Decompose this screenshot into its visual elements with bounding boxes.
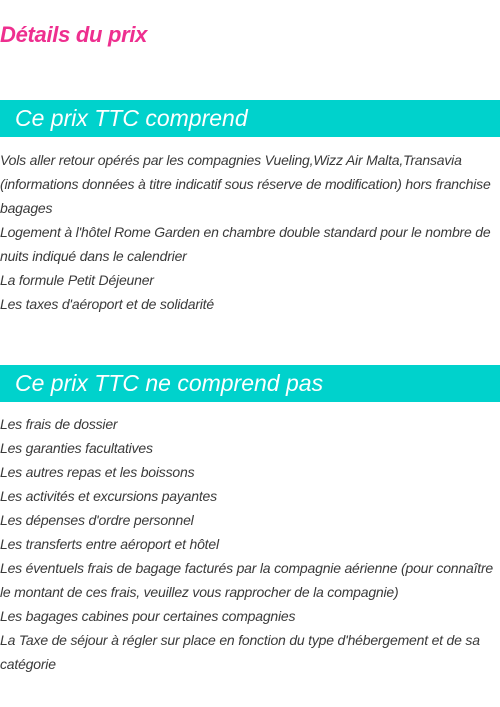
excluded-item: Les activités et excursions payantes <box>0 488 217 504</box>
included-header-band <box>0 100 500 137</box>
excluded-item: Les dépenses d'ordre personnel <box>0 512 194 528</box>
excluded-header-band <box>0 365 500 402</box>
page-title: Détails du prix <box>0 22 148 47</box>
included-item: La formule Petit Déjeuner <box>0 272 154 288</box>
included-heading: Ce prix TTC comprend <box>15 105 248 131</box>
excluded-item: Les frais de dossier <box>0 416 118 432</box>
excluded-item: Les garanties facultatives <box>0 440 153 456</box>
excluded-heading: Ce prix TTC ne comprend pas <box>15 370 324 396</box>
excluded-item: Les bagages cabines pour certaines compagnies <box>0 608 296 624</box>
included-item: Les taxes d'aéroport et de solidarité <box>0 296 214 312</box>
included-item: Logement à l'hôtel Rome Garden en chambre double standard pour le nombre de nuits indiqué dans le calendrier <box>0 224 491 264</box>
excluded-list <box>0 412 500 676</box>
excluded-item: La Taxe de séjour à régler sur place en fonction du type d'hébergement et de sa catégorie <box>0 632 480 672</box>
included-list <box>0 148 500 316</box>
excluded-item: Les autres repas et les boissons <box>0 464 195 480</box>
excluded-item: Les éventuels frais de bagage facturés par la compagnie aérienne (pour connaître le montant de ces frais, veuillez vous rapprocher de la compagnie) <box>0 560 493 600</box>
included-item: Vols aller retour opérés par les compagnies Vueling,Wizz Air Malta,Transavia (informations données à titre indicatif sous réserve de modification) hors franchise bagages <box>0 152 491 216</box>
excluded-item: Les transferts entre aéroport et hôtel <box>0 536 219 552</box>
